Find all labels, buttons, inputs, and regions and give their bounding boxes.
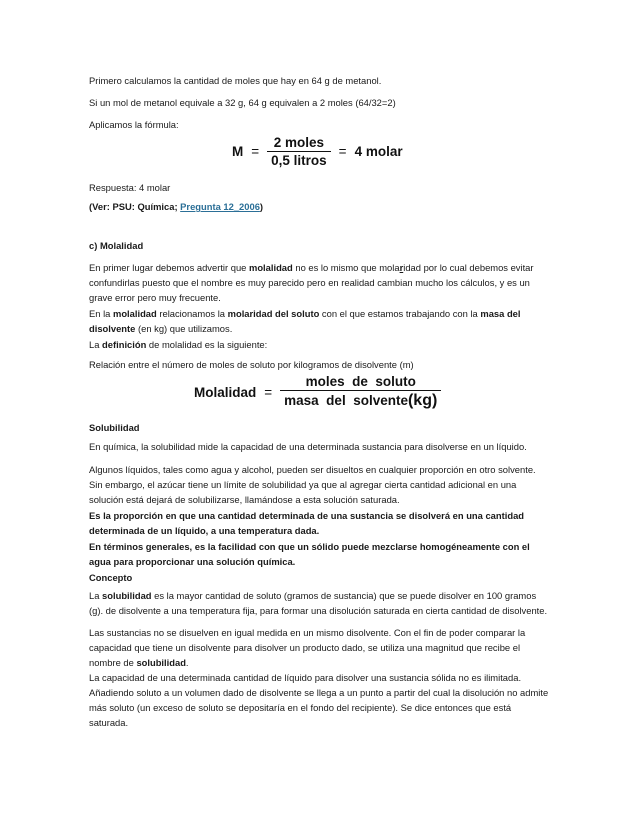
formula-lhs: Molalidad <box>194 384 257 400</box>
text-run: (en kg) que utilizamos. <box>135 323 233 334</box>
concepto-paragraph-2 <box>89 625 551 670</box>
bold-run: molalidad <box>248 262 293 273</box>
text-run: es la mayor cantidad de soluto (gramos de sustancia) que se puede disolver en 100 gramos (g). de disolvente a una temperatura fija, para formar una disolución saturada en cierta cantidad de disolvente. <box>89 590 548 616</box>
text-run: con el que estamos trabajando con la <box>319 308 481 319</box>
formula-equals-2: = <box>338 144 347 159</box>
molality-formula <box>194 374 441 410</box>
reference-suffix: ) <box>259 201 264 212</box>
section-heading-solubilidad: Solubilidad <box>89 422 140 433</box>
text-run: . <box>185 657 189 668</box>
formula-denominator-text: masa del solvente <box>284 393 408 408</box>
bold-run: masa del disolvente <box>89 308 521 334</box>
solubility-paragraph-3: Es la proporción en que una cantidad determinada de una sustancia se disolverá en una cantidad determinada de un líquido, a una temperatura dada. <box>89 510 525 536</box>
text-run: no es lo mismo que mola <box>292 262 400 273</box>
intro-line-3: Aplicamos la fórmula: <box>89 119 179 130</box>
definition-line <box>89 337 551 352</box>
solubility-paragraph-1: En química, la solubilidad mide la capacidad de una determinada sustancia para disolverse en un líquido. <box>89 441 527 452</box>
formula-denominator <box>280 390 441 410</box>
bold-run: molaridad del soluto <box>227 308 320 319</box>
solubility-paragraph-2: Algunos líquidos, tales como agua y alcohol, pueden ser disueltos en cualquier proporción en otro solvente. Sin embargo, el azúcar tiene un límite de solubilidad ya que al agregar cierta cantidad adicional en una solución está dejará de solubilizarse, llamándose a esta solución saturada. <box>89 464 536 505</box>
molalidad-relation-paragraph <box>89 306 551 336</box>
intro-line-1: Primero calculamos la cantidad de moles que hay en 64 g de metanol. <box>89 75 382 86</box>
answer-line: Respuesta: 4 molar <box>89 182 171 193</box>
reference-link[interactable]: Pregunta 12_2006 <box>180 201 260 212</box>
bold-run: solubilidad <box>136 657 186 668</box>
reference-line <box>89 199 551 214</box>
formula-fraction <box>267 135 331 168</box>
formula-unit: (kg) <box>407 392 438 409</box>
formula-fraction <box>280 374 441 410</box>
molalidad-intro-paragraph <box>89 260 551 305</box>
formula-equals: = <box>264 384 273 400</box>
molarity-formula <box>232 135 403 168</box>
text-run: En primer lugar debemos advertir que <box>89 262 249 273</box>
formula-denominator: 0,5 litros <box>267 151 331 168</box>
text-run: idad por lo cual debemos evitar confundirlas puesto que el nombre es muy parecido pero en realidad cambian mucho los cálculos, y es un grave error pero muy frecuente. <box>89 262 534 303</box>
text-run: Las sustancias no se disuelven en igual medida en un mismo disolvente. Con el fin de poder comparar la capacidad que tiene un disolvente para disolver un producto dado, se utiliza una magnitud que recibe el nombre de <box>89 627 526 668</box>
solubility-paragraph-4: En términos generales, es la facilidad con que un sólido puede mezclarse homogéneamente con el agua para proporcionar una solución química. <box>89 541 530 567</box>
formula-lhs: M <box>232 144 244 159</box>
concepto-paragraph-1 <box>89 588 551 618</box>
bold-run: r <box>399 262 404 273</box>
bold-run: molalidad <box>112 308 157 319</box>
section-heading-concepto: Concepto <box>89 572 133 583</box>
text-run: La <box>89 590 103 601</box>
concepto-paragraph-3: La capacidad de una determinada cantidad de líquido para disolver una sustancia sólida no es ilimitada. Añadiendo soluto a un volumen dado de disolvente se llega a un punto a partir del cual la disolución no admite más soluto (un exceso de soluto se depositaría en el fondo del recipiente). Se dice entonces que está saturada. <box>89 672 549 728</box>
section-heading-molalidad: c) Molalidad <box>89 240 144 251</box>
formula-result: 4 molar <box>354 144 403 159</box>
text-run: En la <box>89 308 113 319</box>
formula-equals: = <box>251 144 260 159</box>
reference-prefix: (Ver: PSU: Química; <box>89 201 181 212</box>
relation-line: Relación entre el número de moles de soluto por kilogramos de disolvente (m) <box>89 359 414 370</box>
text-run: La <box>89 339 103 350</box>
text-run: de molalidad es la siguiente: <box>146 339 268 350</box>
formula-numerator: moles de soluto <box>305 374 416 389</box>
text-run: relacionamos la <box>156 308 228 319</box>
bold-run: solubilidad <box>102 590 152 601</box>
bold-run: definición <box>102 339 147 350</box>
formula-numerator: 2 moles <box>273 135 325 150</box>
intro-line-2: Si un mol de metanol equivale a 32 g, 64 g equivalen a 2 moles (64/32=2) <box>89 97 396 108</box>
